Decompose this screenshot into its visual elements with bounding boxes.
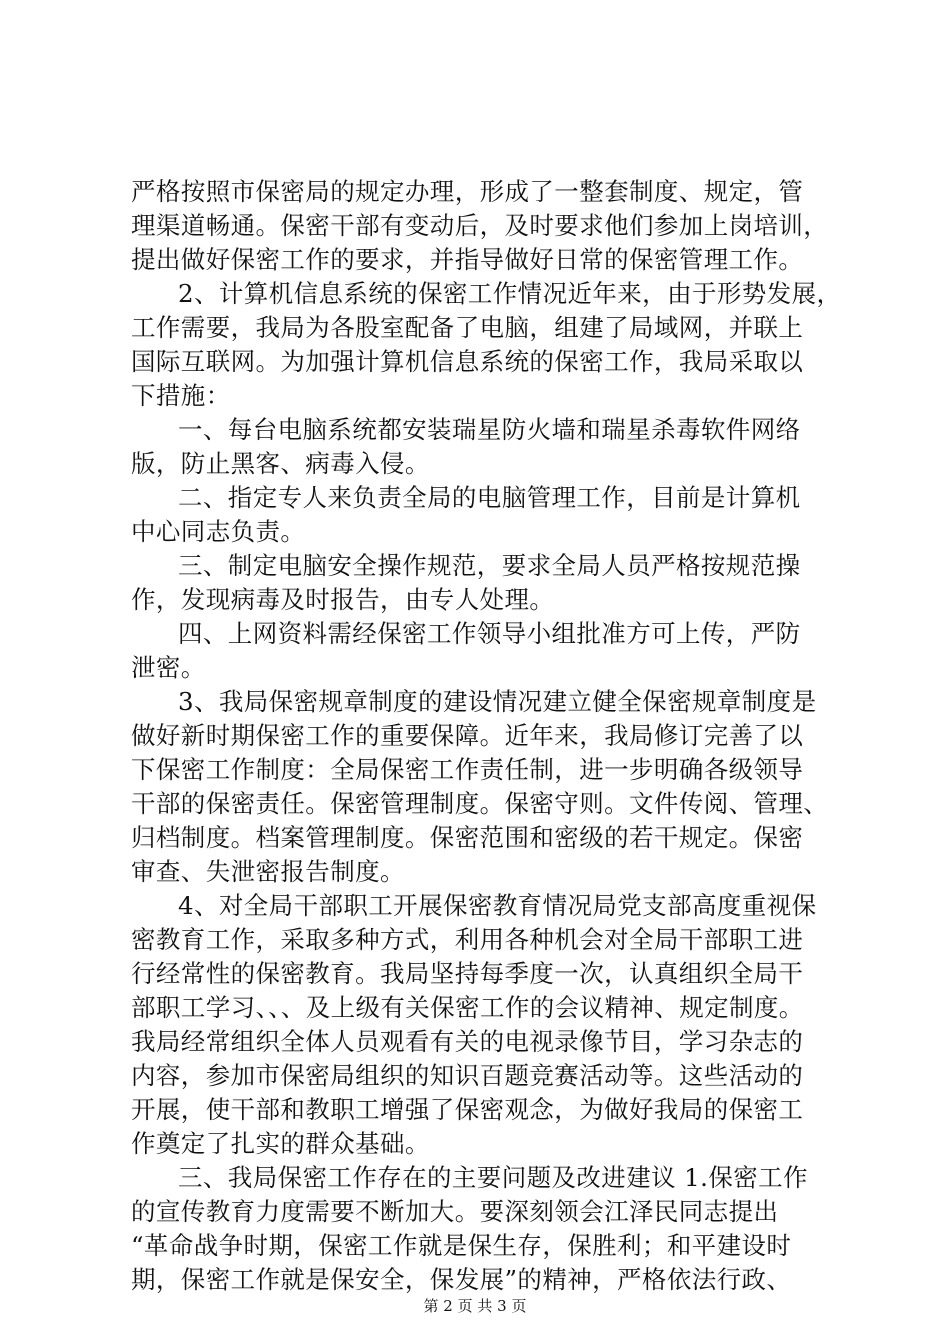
text-line: 内容，参加市保密局组织的知识百题竞赛活动等。这些活动的	[131, 1061, 804, 1090]
text-line: 四、上网资料需经保密工作领导小组批准方可上传，严防	[178, 619, 801, 648]
text-line: 4、对全局干部职工开展保密教育情况局党支部高度重视保	[178, 891, 817, 920]
text-line: 干部的保密责任。保密管理制度。保密守则。文件传阅、管理、	[131, 789, 829, 818]
page-number-footer: 第 2 页 共 3 页	[423, 1297, 527, 1315]
text-line: 下保密工作制度：全局保密工作责任制，进一步明确各级领导	[131, 755, 804, 784]
text-line: 开展，使干部和教职工增强了保密观念，为做好我局的保密工	[131, 1095, 804, 1124]
text-line: 做好新时期保密工作的重要保障。近年来，我局修订完善了以	[131, 721, 804, 750]
text-line: “革命战争时期，保密工作就是保生存，保胜利；和平建设时	[131, 1231, 792, 1260]
text-line: 一、每台电脑系统都安装瑞星防火墙和瑞星杀毒软件网络	[178, 415, 801, 444]
text-line: 的宣传教育力度需要不断加大。要深刻领会江泽民同志提出	[131, 1197, 779, 1226]
text-line: 理渠道畅通。保密干部有变动后，及时要求他们参加上岗培训，	[131, 211, 829, 240]
text-line: 下措施：	[131, 381, 231, 410]
text-line: 部职工学习、、、及上级有关保密工作的会议精神、规定制度。	[131, 993, 804, 1022]
text-line: 我局经常组织全体人员观看有关的电视录像节目，学习杂志的	[131, 1027, 804, 1056]
text-line: 审查、失泄密报告制度。	[131, 857, 405, 886]
text-line: 严格按照市保密局的规定办理，形成了一整套制度、规定，管	[131, 177, 804, 206]
text-line: 期，保密工作就是保安全，保发展”的精神，严格依法行政、	[131, 1265, 792, 1294]
text-line: 版，防止黑客、病毒入侵。	[131, 449, 430, 478]
text-line: 三、制定电脑安全操作规范，要求全局人员严格按规范操	[178, 551, 801, 580]
text-line: 三、我局保密工作存在的主要问题及改进建议 1.保密工作	[178, 1163, 808, 1192]
text-line: 国际互联网。为加强计算机信息系统的保密工作，我局采取以	[131, 347, 804, 376]
text-line: 行经常性的保密教育。我局坚持每季度一次，认真组织全局干	[131, 959, 804, 988]
text-line: 提出做好保密工作的要求，并指导做好日常的保密管理工作。	[131, 245, 804, 274]
text-line: 二、指定专人来负责全局的电脑管理工作，目前是计算机	[178, 483, 801, 512]
text-line: 作奠定了扎实的群众基础。	[131, 1129, 430, 1158]
text-line: 中心同志负责。	[131, 517, 306, 546]
text-line: 2、计算机信息系统的保密工作情况近年来，由于形势发展，	[178, 279, 842, 308]
text-line: 工作需要，我局为各股室配备了电脑，组建了局域网，并联上	[131, 313, 804, 342]
text-line: 密教育工作，采取多种方式，利用各种机会对全局干部职工进	[131, 925, 804, 954]
text-line: 作，发现病毒及时报告，由专人处理。	[131, 585, 555, 614]
text-line: 归档制度。档案管理制度。保密范围和密级的若干规定。保密	[131, 823, 804, 852]
text-line: 3、我局保密规章制度的建设情况建立健全保密规章制度是	[178, 687, 817, 716]
text-line: 泄密。	[131, 653, 206, 682]
